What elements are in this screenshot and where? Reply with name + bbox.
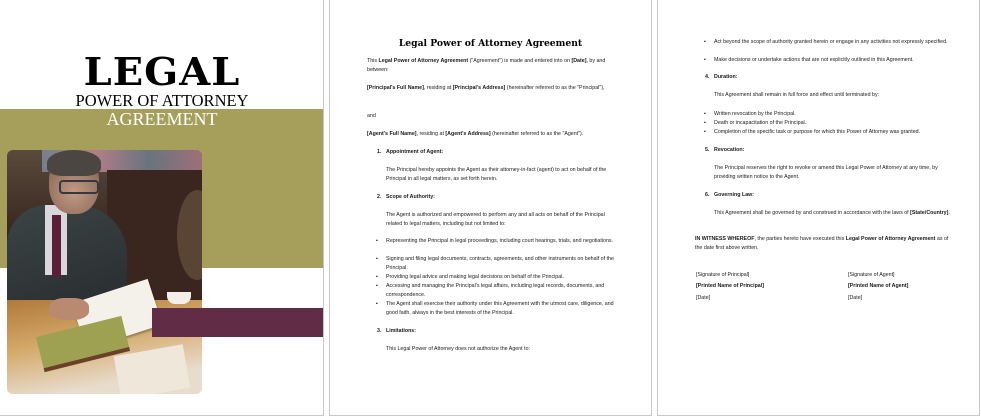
- list-item: ▪ Make decisions or undertake actions that are not explicitly outlined in this Agreement.: [704, 57, 914, 63]
- principal-date: [Date]: [696, 295, 711, 301]
- bullet-icon: ▪: [376, 274, 378, 280]
- and-text: and: [367, 113, 376, 119]
- section-body-3: This Legal Power of Attorney does not authorize the Agent to:: [386, 346, 530, 352]
- list-item: ▪ Written revocation by the Principal.: [704, 111, 796, 117]
- section-body-2: The Agent is authorized and empowered to perform any and all acts on behalf of the Principal related to legal matters, including but not limited to:: [386, 212, 605, 227]
- list-item: ▪ Death or incapacitation of the Principal.: [704, 120, 807, 126]
- list-item: ▪ Accessing and managing the Principal's legal affairs, including legal records, documents, and correspondence.: [376, 283, 605, 298]
- witness-paragraph: IN WITNESS WHEREOF, the parties hereto have executed this Legal Power of Attorney Agreement as of the date first above written.: [695, 236, 949, 251]
- list-item: ▪ Completion of the specific task or purpose for which this Power of Attorney was granted.: [704, 129, 921, 135]
- list-item: ▪ Signing and filing legal documents, contracts, agreements, and other instruments on behalf of the Principal.: [376, 256, 614, 271]
- plum-color-band: [152, 308, 323, 337]
- cover-photo: [7, 150, 202, 394]
- section-body-1: The Principal hereby appoints the Agent as their attorney-in-fact (agent) to act on behalf of the Principal in all legal matters, as set forth herein.: [386, 167, 607, 182]
- list-item: ▪ Act beyond the scope of authority granted herein or engage in any activities not expressly specified.: [704, 39, 948, 45]
- section-body-6: This Agreement shall be governed by and construed in accordance with the laws of [State/Country].: [714, 210, 950, 216]
- agent-signature-line: [Signature of Agent]: [848, 272, 895, 278]
- section-body-4: This Agreement shall remain in full force and effect until terminated by:: [714, 92, 880, 98]
- agent-printed-name: [Printed Name of Agent]: [848, 283, 909, 289]
- bullet-icon: ▪: [704, 57, 706, 63]
- cover-title-agreement: AGREEMENT: [106, 109, 218, 129]
- bullet-icon: ▪: [376, 301, 378, 307]
- document-page-2: [329, 0, 652, 416]
- section-heading-5: 5. Revocation:: [705, 147, 745, 153]
- bullet-icon: ▪: [376, 238, 378, 244]
- principal-signature-line: [Signature of Principal]: [696, 272, 750, 278]
- cover-title-legal: LEGAL: [83, 49, 241, 94]
- section-body-5: The Principal reserves the right to revoke or amend this Legal Power of Attorney at any time, by providing written notice to the Agent.: [714, 165, 938, 180]
- list-item: ▪ Providing legal advice and making legal decisions on behalf of the Principal.: [376, 274, 564, 280]
- bullet-icon: ▪: [704, 129, 706, 135]
- document-title: Legal Power of Attorney Agreement: [398, 38, 583, 49]
- principal-printed-name: [Printed Name of Principal]: [696, 283, 764, 289]
- cover-page: [0, 0, 324, 416]
- section-heading-1: 1. Appointment of Agent:: [377, 149, 444, 155]
- bullet-icon: ▪: [376, 256, 378, 262]
- bullet-icon: ▪: [704, 120, 706, 126]
- section-heading-6: 6. Governing Law:: [705, 192, 755, 198]
- agent-paragraph: [Agent's Full Name], residing at [Agent's Address] (hereinafter referred to as the "Agent").: [367, 131, 584, 137]
- section-heading-4: 4. Duration:: [705, 74, 738, 80]
- section-heading-2: 2. Scope of Authority:: [377, 194, 435, 200]
- principal-paragraph: [Principal's Full Name], residing at [Principal's Address] (hereinafter referred to as the "Principal"),: [367, 85, 605, 91]
- cover-title-power-of-attorney: POWER OF ATTORNEY: [75, 91, 249, 110]
- bullet-icon: ▪: [704, 111, 706, 117]
- document-page-3: [657, 0, 980, 416]
- bullet-icon: ▪: [376, 283, 378, 289]
- list-item: ▪ The Agent shall exercise their authority under this Agreement with the utmost care, diligence, and good faith, always in the best interests of the Principal.: [376, 301, 614, 316]
- bullet-icon: ▪: [704, 39, 706, 45]
- intro-paragraph: This Legal Power of Attorney Agreement ("Agreement") is made and entered into on [Date], by and between:: [367, 58, 606, 73]
- list-item: ▪ Representing the Principal in legal proceedings, including court hearings, trials, and negotiations.: [376, 238, 614, 244]
- section-heading-3: 3. Limitations:: [377, 328, 417, 334]
- agent-date: [Date]: [848, 295, 863, 301]
